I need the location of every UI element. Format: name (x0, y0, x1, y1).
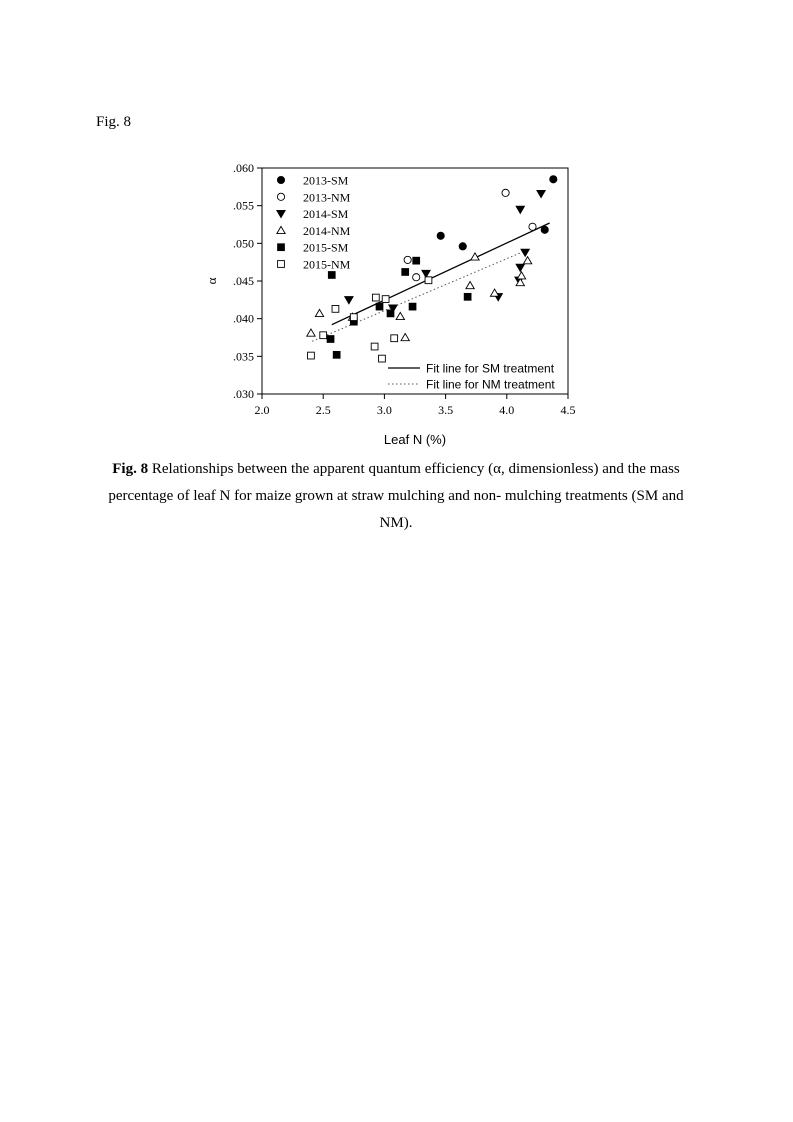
y-tick-label: .060 (233, 161, 254, 175)
data-point-2014-nm (517, 272, 525, 279)
data-point-2014-sm (521, 249, 529, 256)
data-point-2015-nm (425, 277, 432, 284)
data-point-2013-nm (404, 256, 411, 263)
data-point-2014-nm (401, 334, 409, 341)
legend-label: 2014-SM (303, 207, 349, 222)
data-point-2015-sm (402, 269, 409, 276)
data-point-2014-nm (307, 329, 315, 336)
x-tick-label: 2.0 (254, 403, 270, 417)
data-point-2015-sm (387, 310, 394, 317)
legend-marker-2014-nm (277, 226, 285, 233)
data-point-2015-sm (327, 336, 334, 343)
data-point-2013-sm (550, 176, 557, 183)
data-point-2013-sm (437, 232, 444, 239)
figure-caption (96, 456, 696, 537)
legend-label: 2015-NM (303, 257, 351, 272)
x-tick-label: 4.0 (499, 403, 515, 417)
legend-marker-2014-sm (277, 210, 285, 217)
caption-text: Relationships between the apparent quantum efficiency (α, dimensionless) and the mass percentage of leaf N for maize grown at straw mulching and non- mulching treatments (SM and NM). (108, 461, 684, 531)
data-point-2015-nm (320, 332, 327, 339)
x-tick-label: 3.0 (376, 403, 392, 417)
legend-marker-2013-nm (277, 193, 284, 200)
x-tick-label: 2.5 (315, 403, 331, 417)
legend-label: Fit line for NM treatment (426, 377, 555, 392)
data-point-2015-nm (391, 335, 398, 342)
legend-label: 2013-NM (303, 190, 351, 205)
x-axis-label: Leaf N (%) (383, 432, 447, 447)
y-tick-label: .040 (233, 311, 254, 326)
data-point-2015-nm (308, 352, 315, 359)
data-point-2014-nm (315, 309, 323, 316)
data-point-2013-nm (413, 274, 420, 281)
data-point-2014-sm (516, 206, 524, 213)
legend-marker-2013-sm (277, 176, 284, 183)
data-point-2015-nm (382, 296, 389, 303)
data-point-2015-nm (372, 294, 379, 301)
data-point-2013-sm (459, 243, 466, 250)
data-point-2013-sm (541, 226, 548, 233)
data-point-2015-sm (409, 303, 416, 310)
data-point-2015-sm (464, 293, 471, 300)
data-point-2014-sm (537, 190, 545, 197)
data-point-2015-sm (333, 351, 340, 358)
data-point-2014-nm (523, 257, 531, 264)
data-point-2015-sm (413, 257, 420, 264)
data-point-2014-nm (490, 289, 498, 296)
legend-label: 2013-SM (303, 173, 349, 188)
x-tick-label: 3.5 (438, 403, 454, 417)
y-tick-label: .030 (233, 387, 254, 401)
data-point-2014-nm (396, 312, 404, 319)
data-point-2013-nm (529, 223, 536, 230)
data-point-2015-nm (379, 355, 386, 362)
data-point-2014-nm (466, 282, 474, 289)
data-point-2014-sm (422, 270, 430, 277)
legend-label: 2015-SM (303, 240, 349, 255)
data-point-2014-sm (345, 297, 353, 304)
y-tick-label: .050 (233, 236, 254, 251)
caption-label: Fig. 8 (112, 461, 149, 477)
figure-label: Fig. 8 (96, 114, 132, 130)
legend-label: Fit line for SM treatment (426, 361, 555, 376)
data-point-2015-nm (332, 305, 339, 312)
fit-line-legend (388, 362, 555, 392)
x-tick-label: 4.5 (560, 403, 576, 417)
axes-group (204, 161, 576, 447)
legend (277, 174, 351, 272)
data-point-2015-sm (376, 303, 383, 310)
data-point-2013-nm (502, 189, 509, 196)
data-point-2015-sm (328, 272, 335, 279)
legend-label: 2014-NM (303, 223, 351, 238)
y-axis-label: α (204, 277, 219, 285)
data-point-2015-nm (350, 314, 357, 321)
legend-marker-2015-sm (278, 244, 285, 251)
data-point-2014-sm (516, 264, 524, 271)
y-tick-label: .045 (233, 274, 254, 288)
legend-marker-2015-nm (278, 261, 285, 268)
y-tick-label: .055 (233, 198, 254, 213)
data-point-2015-nm (371, 343, 378, 350)
y-tick-label: .035 (233, 349, 254, 364)
